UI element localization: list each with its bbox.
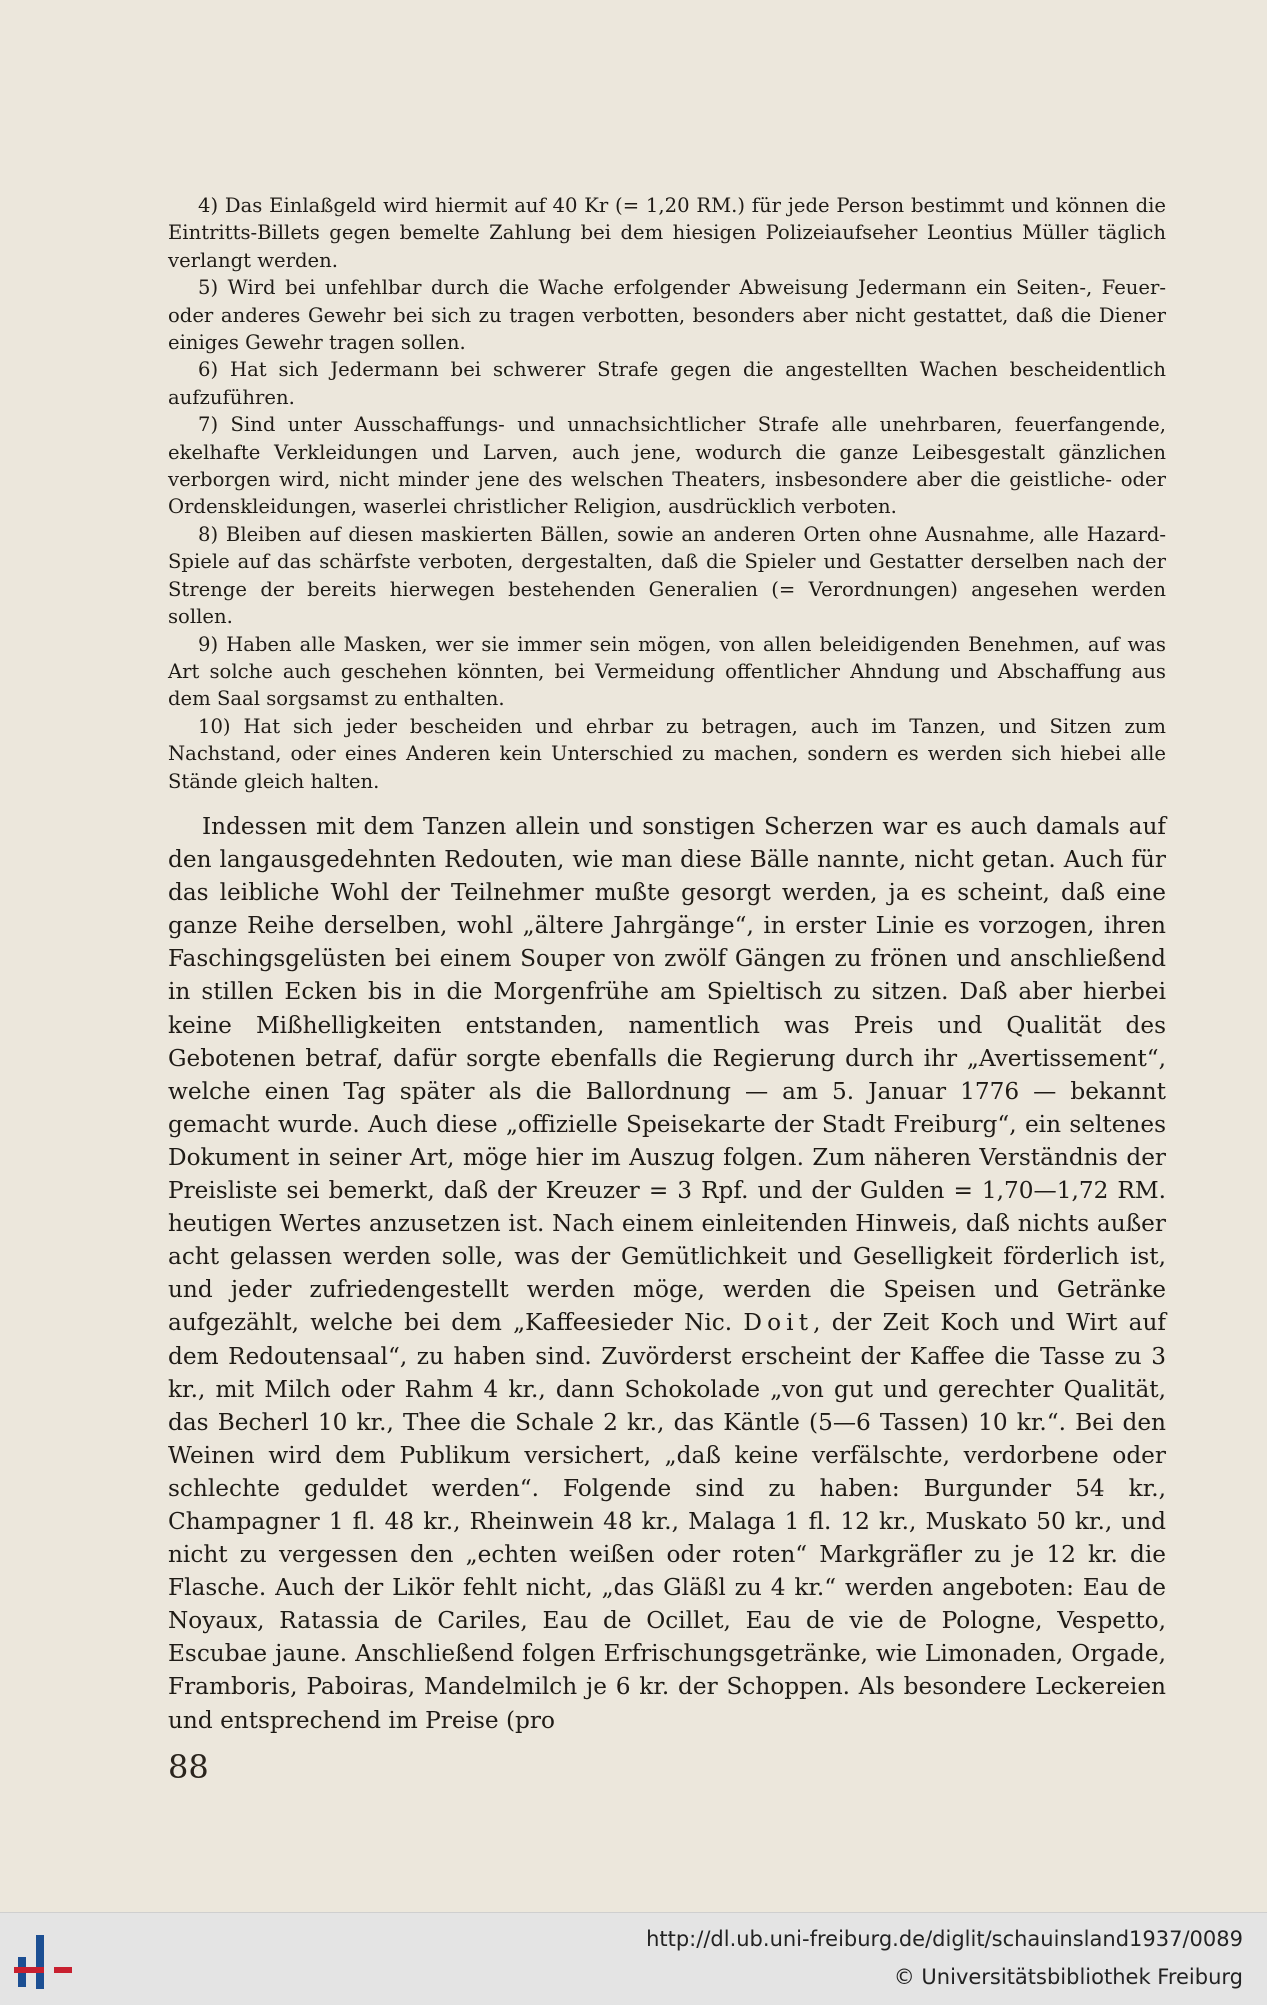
regulation-item-8: 8) Bleiben auf diesen maskierten Bällen, sowie an anderen Orten ohne Ausnahme, alle Hazard-Spiele auf das schärfste verboten, dergestalten, daß die Spieler und Gestatter derselben nach der Strenge der bereits hierwegen bestehenden Generalien (= Verordnungen) angesehen werden sollen. xyxy=(168,522,1166,629)
logo-bar-middle xyxy=(36,1935,44,1989)
regulations-list xyxy=(168,192,1166,795)
library-footer xyxy=(0,1912,1267,2005)
university-library-logo-icon xyxy=(14,1927,78,1993)
main-text xyxy=(168,810,1166,1737)
regulation-item-6: 6) Hat sich Jedermann bei schwerer Strafe gegen die angestellten Wachen bescheidentlich aufzuführen. xyxy=(168,358,1166,409)
regulation-item-10: 10) Hat sich jeder bescheiden und ehrbar zu betragen, auch im Tanzen, und Sitzen zum Nachstand, oder eines Anderen kein Unterschied zu machen, sondern es werden sich hiebei alle Stände gleich halten. xyxy=(168,714,1166,793)
logo-accent-bar-right xyxy=(54,1967,72,1973)
source-url-link[interactable]: http://dl.ub.uni-freiburg.de/diglit/schauinsland1937/0089 xyxy=(646,1927,1243,1951)
regulation-item-9: 9) Haben alle Masken, wer sie immer sein mögen, von allen beleidigenden Benehmen, auf was Art solche auch geschehen könnten, bei Vermeidung offentlicher Ahndung und Abschaffung aus dem Saal sorgsamst zu enthalten. xyxy=(168,632,1166,711)
logo-accent-bar xyxy=(14,1967,44,1973)
person-name: Doit xyxy=(743,1309,814,1337)
regulation-item-7: 7) Sind unter Ausschaffungs- und unnachsichtlicher Strafe alle unehrbaren, feuerfangende, ekelhafte Verkleidungen und Larven, auch jene, wodurch die ganze Leibesgestalt gänzlichen verborgen wird, nicht minder jene des welschen Theaters, insbesondere aber die geistliche- oder Ordenskleidungen, waserlei christlicher Religion, ausdrücklich verboten. xyxy=(168,413,1166,519)
page-number: 88 xyxy=(168,1748,209,1786)
paragraph-text-part1: Indessen mit dem Tanzen allein und sonstigen Scherzen war es auch damals auf den langausgedehnten Redouten, wie man diese Bälle nannte, nicht getan. Auch für das leibliche Wohl der Teilnehmer mußte gesorgt werden, ja es scheint, daß eine ganze Reihe derselben, wohl „ältere Jahrgänge“, in erster Linie es vorzogen, ihren Faschingsgelüsten bei einem Souper von zwölf Gängen zu frönen und anschließend in stillen Ecken bis in die Morgenfrühe am Spieltisch zu sitzen. Daß aber hierbei keine Mißhelligkeiten entstanden, namentlich was Preis und Qualität des Gebotenen betraf, dafür sorgte ebenfalls die Regierung durch ihr „Avertissement“, welche einen Tag später als die Ballordnung — am 5. Januar 1776 — bekannt gemacht wurde. Auch diese „offizielle Speisekarte der Stadt Freiburg“, ein seltenes Dokument in seiner Art, möge hier im Auszug folgen. Zum näheren Verständnis der Preisliste sei bemerkt, daß der Kreuzer = 3 Rpf. und der Gulden = 1,70—1,72 RM. heutigen Wertes anzusetzen ist. Nach einem einleitenden Hinweis, daß nichts außer acht gelassen werden solle, was der Gemütlichkeit und Geselligkeit förderlich ist, und jeder zufriedengestellt werden möge, werden die Speisen und Getränke aufgezählt, welche bei dem „Kaffeesieder Nic. xyxy=(168,813,1166,1337)
copyright-notice: © Universitätsbibliothek Freiburg xyxy=(893,1965,1243,1989)
body-paragraph xyxy=(168,810,1166,1737)
regulation-item-4: 4) Das Einlaßgeld wird hiermit auf 40 Kr (= 1,20 RM.) für jede Person bestimmt und können die Eintritts-Billets gegen bemelte Zahlung bei dem hiesigen Polizeiaufseher Leontius Müller täglich verlangt werden. xyxy=(168,194,1166,272)
regulation-item-5: 5) Wird bei unfehlbar durch die Wache erfolgender Abweisung Jedermann ein Seiten-, Feuer- oder anderes Gewehr bei sich zu tragen verbotten, besonders aber nicht gestattet, daß die Diener einiges Gewehr tragen sollen. xyxy=(168,276,1166,355)
paragraph-text-part2: , der Zeit Koch und Wirt auf dem Redoutensaal“, zu haben sind. Zuvörderst erscheint der Kaffee die Tasse zu 3 kr., mit Milch oder Rahm 4 kr., dann Schokolade „von gut und gerechter Qualität, das Becherl 10 kr., Thee die Schale 2 kr., das Käntle (5—6 Tassen) 10 kr.“. Bei den Weinen wird dem Publikum versichert, „daß keine verfälschte, verdorbene oder schlechte geduldet werden“. Folgende sind zu haben: Burgunder 54 kr., Champagner 1 fl. 48 kr., Rheinwein 48 kr., Malaga 1 fl. 12 kr., Muskato 50 kr., und nicht zu vergessen den „echten weißen oder roten“ Markgräfler zu je 12 kr. die Flasche. Auch der Likör fehlt nicht, „das Gläßl zu 4 kr.“ werden angeboten: Eau de Noyaux, Ratassia de Cariles, Eau de Ocillet, Eau de vie de Pologne, Vespetto, Escubae jaune. Anschließend folgen Erfrischungsgetränke, wie Limonaden, Orgade, Framboris, Paboiras, Mandelmilch je 6 kr. der Schoppen. Als besondere Leckereien und entsprechend im Preise (pro xyxy=(168,1309,1167,1734)
